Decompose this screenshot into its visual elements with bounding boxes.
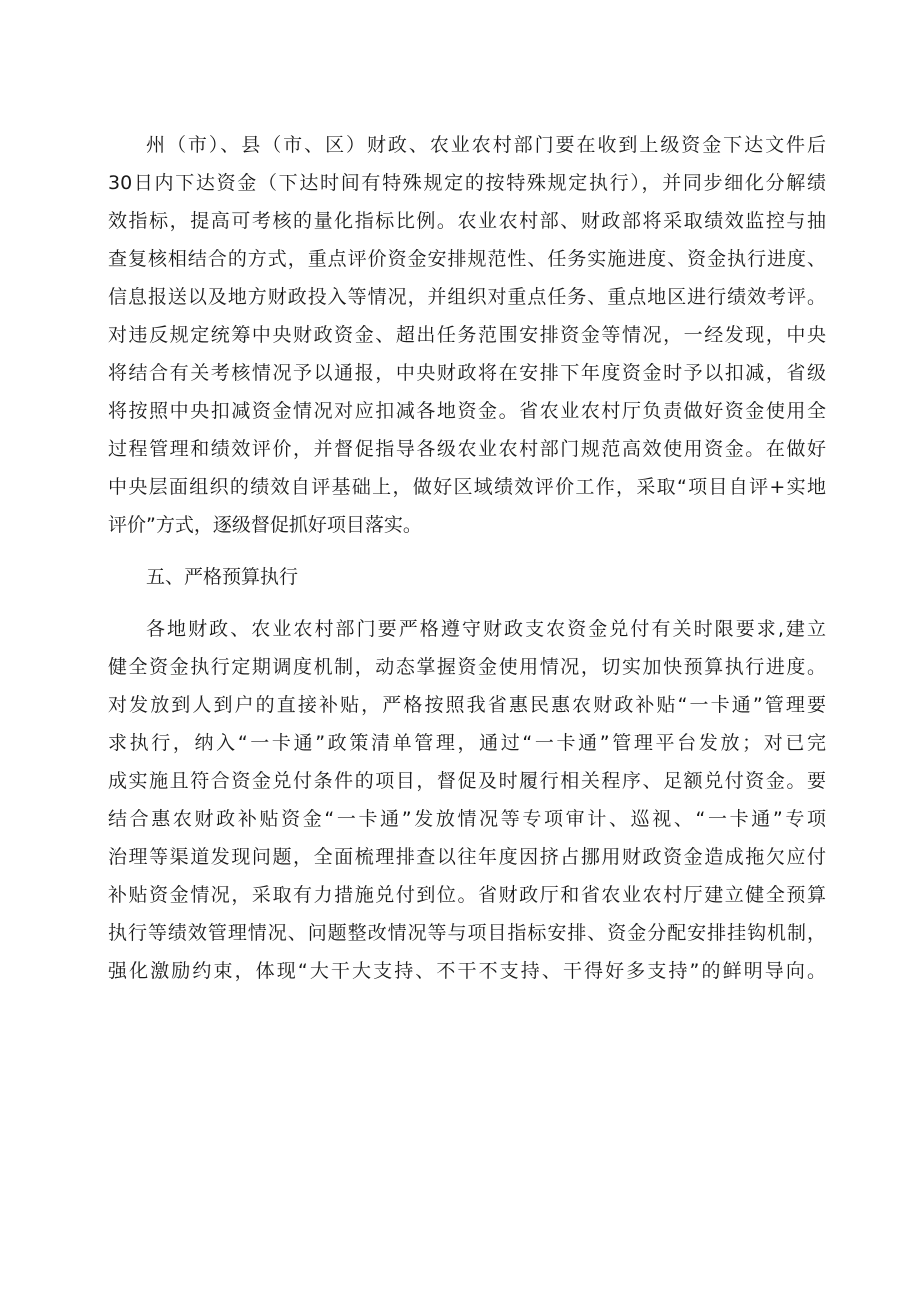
text-line: 执行等绩效管理情况、问题整改情况等与项目指标安排、资金分配安排挂钩机制， xyxy=(108,922,826,944)
text-line: 过程管理和绩效评价，并督促指导各级农业农村部门规范高效使用资金。在做好 xyxy=(108,438,826,460)
text-line: 30日内下达资金（下达时间有特殊规定的按特殊规定执行），并同步细化分解绩 xyxy=(108,172,826,194)
text-line: 将按照中央扣减资金情况对应扣减各地资金。省农业农村厅负责做好资金使用全 xyxy=(108,400,826,422)
paragraph-performance-evaluation xyxy=(108,126,826,544)
paragraph-budget-execution xyxy=(108,610,826,990)
text-line: 效指标，提高可考核的量化指标比例。农业农村部、财政部将采取绩效监控与抽 xyxy=(108,210,826,232)
text-line: 对发放到人到户的直接补贴，严格按照我省惠民惠农财政补贴“一卡通”管理要 xyxy=(108,694,826,716)
text-line: 评价”方式，逐级督促抓好项目落实。 xyxy=(108,514,422,536)
text-line: 对违反规定统筹中央财政资金、超出任务范围安排资金等情况，一经发现，中央 xyxy=(108,324,826,346)
text-line: 治理等渠道发现问题，全面梳理排查以往年度因挤占挪用财政资金造成拖欠应付 xyxy=(108,846,826,868)
text-line: 查复核相结合的方式，重点评价资金安排规范性、任务实施进度、资金执行进度、 xyxy=(108,248,826,270)
text-line: 求执行，纳入“一卡通”政策清单管理，通过“一卡通”管理平台发放；对已完 xyxy=(108,732,826,754)
section-heading: 五、严格预算执行 xyxy=(146,566,299,588)
text-line: 将结合有关考核情况予以通报，中央财政将在安排下年度资金时予以扣减，省级 xyxy=(108,362,826,384)
text-line: 强化激励约束，体现“大干大支持、不干不支持、干得好多支持”的鲜明导向。 xyxy=(108,960,826,982)
text-line: 健全资金执行定期调度机制，动态掌握资金使用情况，切实加快预算执行进度。 xyxy=(108,656,826,678)
text-line: 信息报送以及地方财政投入等情况，并组织对重点任务、重点地区进行绩效考评。 xyxy=(108,286,826,308)
text-line: 各地财政、农业农村部门要严格遵守财政支农资金兑付有关时限要求,建立 xyxy=(146,618,826,640)
document-body xyxy=(108,126,826,990)
text-line: 结合惠农财政补贴资金“一卡通”发放情况等专项审计、巡视、“一卡通”专项 xyxy=(108,808,826,830)
text-line: 州（市）、县（市、区）财政、农业农村部门要在收到上级资金下达文件后 xyxy=(146,134,826,156)
text-line: 成实施且符合资金兑付条件的项目，督促及时履行相关程序、足额兑付资金。要 xyxy=(108,770,826,792)
text-line: 中央层面组织的绩效自评基础上，做好区域绩效评价工作，采取“项目自评+实地 xyxy=(108,476,826,498)
text-line: 补贴资金情况，采取有力措施兑付到位。省财政厅和省农业农村厅建立健全预算 xyxy=(108,884,826,906)
